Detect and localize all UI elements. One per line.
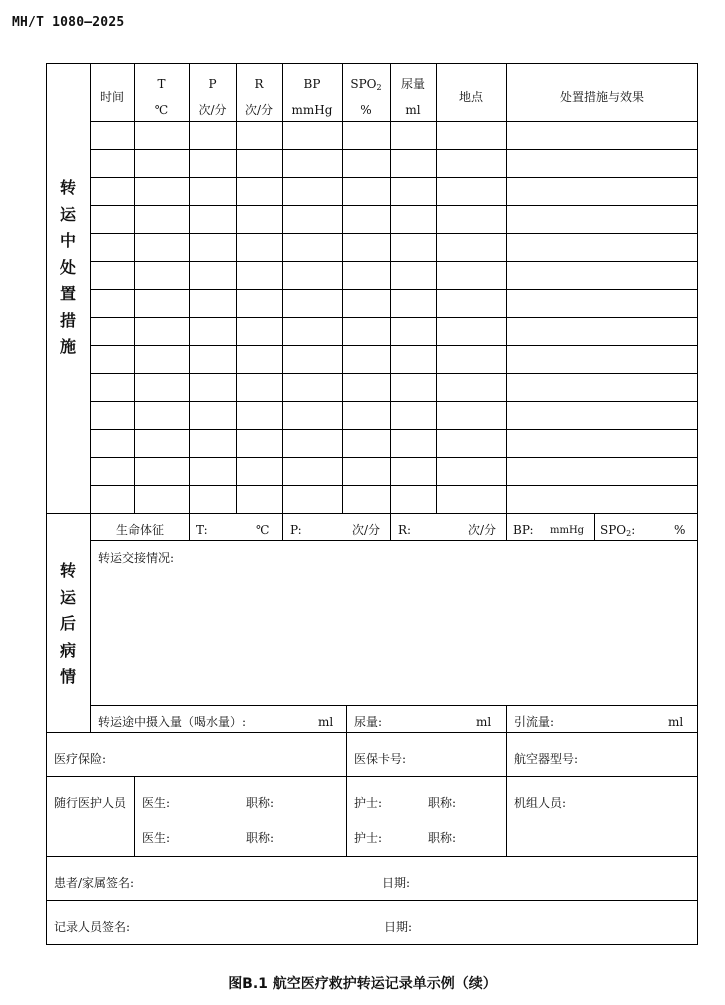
insurance-divider — [506, 732, 507, 856]
insurance-card-label: 医保卡号: — [354, 752, 407, 766]
grid-row-line — [90, 429, 698, 430]
section-divider — [46, 856, 698, 857]
title-char: 措 — [59, 310, 76, 330]
col-location-header: 地点 — [458, 90, 483, 104]
grid-row-line — [90, 149, 698, 150]
title-char: 置 — [59, 284, 76, 303]
col-divider — [134, 63, 135, 513]
col-time-header: 时间 — [99, 90, 124, 104]
vitals-spo2-label: $SPO_2$: — [600, 523, 636, 538]
staff-divider — [134, 776, 135, 856]
grid-row-line — [90, 345, 698, 346]
vitals-divider — [594, 513, 595, 540]
col-divider — [282, 63, 283, 513]
col-divider — [390, 63, 391, 513]
grid-row-line — [90, 457, 698, 458]
section-divider — [46, 776, 698, 777]
doctor-title-label-2: 职称: — [246, 831, 275, 845]
transport-record-form — [46, 63, 698, 945]
title-char: 中 — [59, 231, 76, 250]
aircraft-model-label: 航空器型号: — [514, 752, 579, 766]
col-resp-header: R — [254, 77, 264, 91]
nurse-label-1: 护士: — [354, 796, 383, 810]
form-border — [46, 63, 698, 945]
intake-unit: ml — [318, 715, 334, 729]
grid-row-line — [90, 317, 698, 318]
title-char: 病 — [59, 640, 76, 660]
document-code: MH/T 1080—2025 — [12, 15, 125, 30]
doctor-title-label-1: 职称: — [246, 796, 275, 810]
grid-row-line — [90, 121, 698, 122]
title-column-divider — [90, 63, 91, 732]
grid-row-line — [90, 485, 698, 486]
nurse-label-2: 护士: — [354, 831, 383, 845]
vitals-divider — [506, 513, 507, 540]
intake-label: 转运途中摄入量（喝水量）: — [98, 715, 247, 729]
crew-label: 机组人员: — [514, 796, 567, 810]
col-urine-header: 尿量 — [400, 77, 425, 91]
vitals-r-unit: 次/分 — [468, 523, 497, 537]
grid-row-line — [90, 401, 698, 402]
title-char: 情 — [59, 667, 76, 686]
title-char: 转 — [59, 178, 76, 197]
section-divider — [46, 513, 698, 514]
col-divider — [236, 63, 237, 513]
col-divider — [342, 63, 343, 513]
recorder-signature-label: 记录人员签名: — [54, 920, 131, 934]
vitals-label: 生命体征 — [116, 523, 165, 537]
vitals-divider — [282, 513, 283, 540]
grid-row-line — [90, 289, 698, 290]
recorder-date-label: 日期: — [384, 920, 413, 934]
patient-signature-label: 患者/家属签名: — [54, 876, 135, 890]
insurance-divider — [346, 732, 347, 856]
intake-divider — [506, 705, 507, 732]
intake-divider — [346, 705, 347, 732]
vitals-divider — [390, 513, 391, 540]
col-spo2-header: $SPO_2$ — [350, 77, 382, 92]
title-char: 转 — [59, 561, 76, 580]
col-divider — [506, 63, 507, 513]
col-bp-header: BP — [303, 77, 321, 91]
doctor-label-2: 医生: — [142, 831, 171, 845]
col-divider — [436, 63, 437, 513]
section-divider — [46, 732, 698, 733]
post-transport-title — [58, 558, 78, 691]
section-divider — [46, 900, 698, 901]
nurse-title-label-1: 职称: — [428, 796, 457, 810]
vitals-bp-label: BP: — [513, 523, 534, 537]
col-spo2-unit: % — [360, 103, 372, 117]
intake-row-divider — [90, 705, 698, 706]
vitals-bp-unit: mmHg — [550, 525, 585, 536]
escort-staff-label: 随行医护人员 — [54, 796, 127, 810]
col-measures-header: 处置措施与效果 — [559, 90, 644, 104]
drainage-label: 引流量: — [514, 715, 555, 729]
col-resp-unit: 次/分 — [244, 103, 274, 117]
col-temp-header: T — [157, 77, 166, 91]
col-temp-unit: ℃ — [154, 103, 169, 117]
vitals-t-unit: ℃ — [256, 523, 270, 537]
insurance-label: 医疗保险: — [54, 752, 107, 766]
col-divider — [189, 63, 190, 513]
title-char: 运 — [59, 204, 76, 224]
grid-row-line — [90, 205, 698, 206]
grid-row-line — [90, 177, 698, 178]
grid-row-line — [90, 261, 698, 262]
doctor-label-1: 医生: — [142, 796, 171, 810]
urine-label: 尿量: — [354, 715, 383, 729]
nurse-title-label-2: 职称: — [428, 831, 457, 845]
vitals-t-label: T: — [196, 523, 208, 537]
col-bp-unit: mmHg — [291, 103, 333, 117]
vitals-spo2-unit: % — [674, 523, 686, 537]
transport-measures-title — [58, 175, 78, 361]
drainage-unit: ml — [668, 715, 684, 729]
col-pulse-unit: 次/分 — [198, 103, 227, 117]
vitals-p-unit: 次/分 — [352, 523, 381, 537]
grid-row-line — [90, 373, 698, 374]
title-char: 施 — [59, 337, 76, 356]
grid-row-line — [90, 233, 698, 234]
col-urine-unit: ml — [405, 103, 421, 117]
title-char: 后 — [59, 614, 76, 633]
patient-date-label: 日期: — [382, 876, 411, 890]
vitals-divider — [189, 513, 190, 540]
handover-label: 转运交接情况: — [98, 551, 175, 565]
col-pulse-header: P — [208, 77, 217, 91]
vitals-p-label: P: — [290, 523, 302, 537]
title-char: 运 — [59, 587, 76, 607]
vitals-r-label: R: — [398, 523, 412, 537]
title-char: 处 — [59, 257, 76, 277]
figure-caption: 图B.1 航空医疗救护转运记录单示例（续） — [228, 976, 497, 992]
urine-unit: ml — [476, 715, 492, 729]
